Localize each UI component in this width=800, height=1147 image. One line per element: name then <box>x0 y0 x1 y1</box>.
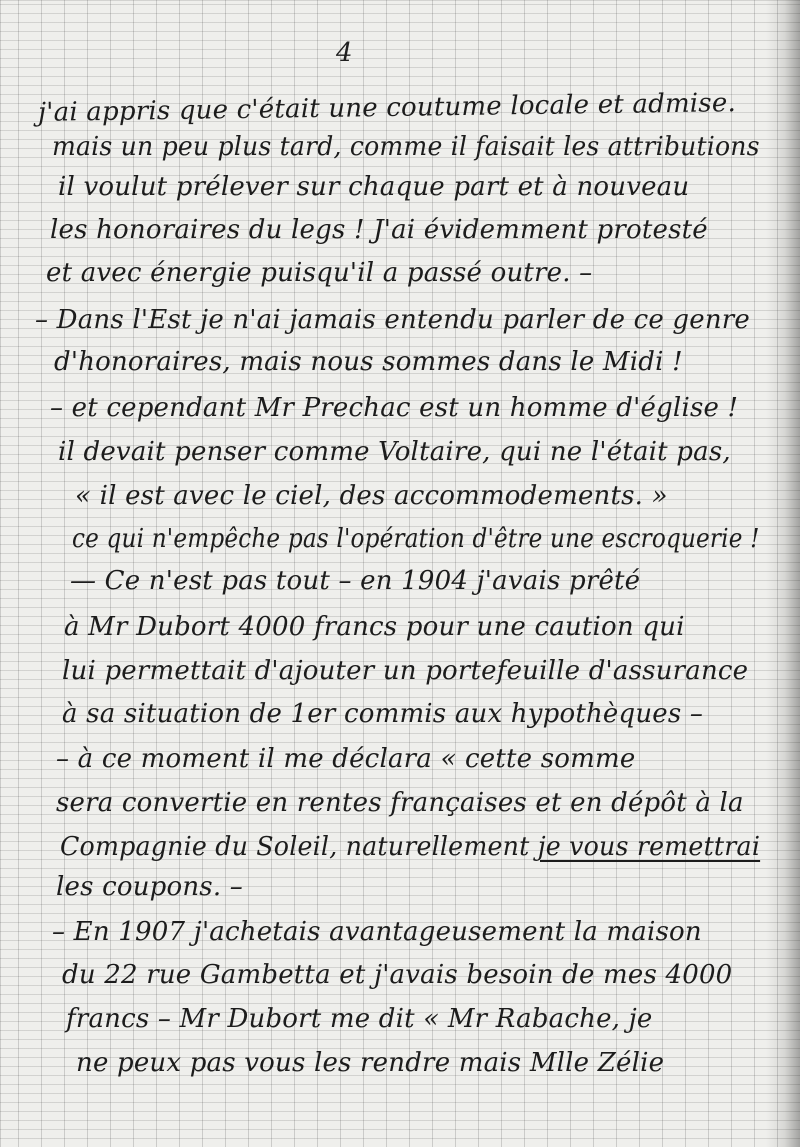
page-number: 4 <box>336 38 353 68</box>
text-line-17: sera convertie en rentes françaises et en dépôt à la <box>56 788 744 818</box>
text-line-7: d'honoraires, mais nous sommes dans le Midi ! <box>54 347 683 377</box>
text-line-3: il voulut prélever sur chaque part et à nouveau <box>58 172 690 202</box>
page-binding-shadow <box>766 0 800 1147</box>
text-line-21: du 22 rue Gambetta et j'avais besoin de mes 4000 <box>62 960 733 990</box>
text-line-14: lui permettait d'ajouter un portefeuille d'assurance <box>62 656 749 686</box>
text-line-5: et avec énergie puisqu'il a passé outre. – <box>46 258 593 288</box>
text-line-18-start: Compagnie du Soleil, naturellement <box>60 832 538 862</box>
text-line-12: — Ce n'est pas tout – en 1904 j'avais prêté <box>70 566 641 596</box>
text-line-13: à Mr Dubort 4000 francs pour une caution qui <box>64 612 685 642</box>
text-line-22: francs – Mr Dubort me dit « Mr Rabache, je <box>66 1004 653 1034</box>
text-line-6: – Dans l'Est je n'ai jamais entendu parler de ce genre <box>35 305 751 335</box>
text-line-16: – à ce moment il me déclara « cette somme <box>56 744 636 774</box>
text-line-19: les coupons. – <box>56 872 243 902</box>
text-line-20: – En 1907 j'achetais avantageusement la maison <box>52 917 702 947</box>
text-line-8: – et cependant Mr Prechac est un homme d'église ! <box>50 393 739 423</box>
text-line-23: ne peux pas vous les rendre mais Mlle Zélie <box>76 1048 665 1078</box>
text-line-11: ce qui n'empêche pas l'opération d'être une escroquerie ! <box>72 524 760 554</box>
text-line-1: j'ai appris que c'était une coutume locale et admise. <box>37 88 737 128</box>
text-line-9: il devait penser comme Voltaire, qui ne l'était pas, <box>58 437 731 467</box>
text-line-10: « il est avec le ciel, des accommodements. » <box>75 481 668 511</box>
underlined-phrase: je vous remettrai <box>537 832 761 862</box>
text-line-15: à sa situation de 1er commis aux hypothèques – <box>62 699 704 729</box>
text-line-2: mais un peu plus tard, comme il faisait les attributions <box>52 132 760 162</box>
text-line-18 <box>60 832 760 862</box>
text-line-4: les honoraires du legs ! J'ai évidemment protesté <box>50 215 708 245</box>
